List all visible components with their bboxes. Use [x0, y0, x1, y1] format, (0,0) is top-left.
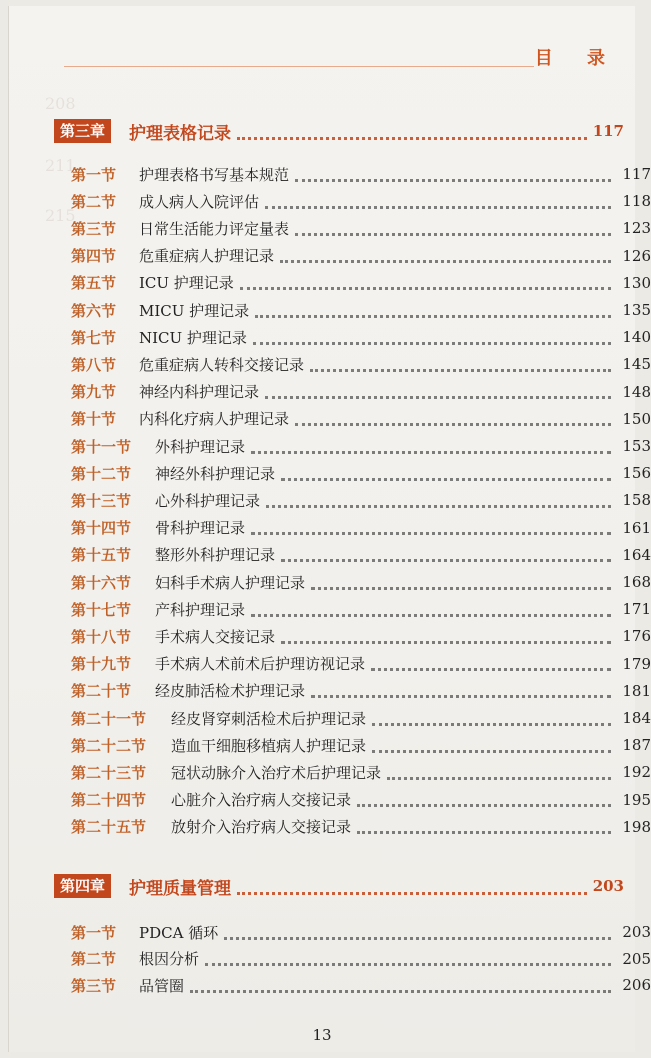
toc-entry[interactable]	[71, 706, 651, 730]
dot-leader	[190, 978, 611, 993]
section-page-number: 126	[622, 246, 651, 265]
bleed-through-text: 215	[45, 206, 76, 225]
section-title: 整形外科护理记录	[155, 546, 276, 565]
dot-leader	[295, 411, 611, 426]
section-page-number: 118	[622, 192, 651, 211]
section-label: 第十四节	[71, 519, 132, 538]
toc-entry[interactable]	[71, 570, 651, 594]
dot-leader	[237, 123, 587, 140]
section-label: 第六节	[71, 301, 117, 320]
section-title: 心外科护理记录	[155, 491, 261, 510]
toc-entry[interactable]	[71, 298, 651, 322]
toc-entry[interactable]	[71, 597, 651, 621]
chapter-label: 第三章	[54, 119, 111, 143]
dot-leader	[295, 221, 611, 236]
section-title: 骨科护理记录	[155, 519, 246, 538]
dot-leader	[310, 357, 611, 372]
section-title: 手术病人交接记录	[155, 627, 276, 646]
toc-entry[interactable]	[71, 461, 651, 485]
section-page-number: 176	[622, 627, 651, 646]
chapter-heading[interactable]	[54, 873, 624, 899]
dot-leader	[251, 520, 611, 535]
dot-leader	[311, 683, 611, 698]
dot-leader	[281, 629, 611, 644]
section-page-number: 184	[622, 709, 651, 727]
section-label: 第十八节	[71, 627, 132, 646]
section-label: 第一节	[71, 165, 117, 184]
section-page-number: 164	[622, 545, 651, 564]
dot-leader	[280, 248, 611, 263]
toc-entry[interactable]	[71, 973, 651, 997]
dot-leader	[372, 738, 611, 753]
toc-entry[interactable]	[71, 488, 651, 512]
toc-entry[interactable]	[71, 815, 651, 839]
section-page-number: 140	[622, 328, 651, 347]
section-label: 第五节	[71, 274, 117, 293]
section-title: 神经内科护理记录	[139, 383, 260, 402]
dot-leader	[240, 275, 611, 290]
toc-entry[interactable]	[71, 271, 651, 295]
section-title: 产科护理记录	[155, 600, 246, 619]
section-page-number: 181	[622, 681, 651, 700]
section-page-number: 123	[622, 219, 651, 238]
toc-entry[interactable]	[71, 733, 651, 757]
section-title: 内科化疗病人护理记录	[139, 410, 290, 429]
dot-leader	[357, 819, 611, 834]
section-title: 心脏介入治疗病人交接记录	[171, 791, 352, 810]
dot-leader	[372, 711, 611, 726]
section-title: 危重症病人护理记录	[139, 247, 275, 266]
toc-entry[interactable]	[71, 380, 651, 404]
section-title: PDCA 循环	[139, 923, 219, 942]
section-page-number: 153	[622, 437, 651, 455]
section-title: 日常生活能力评定量表	[139, 219, 290, 238]
dot-leader	[251, 602, 611, 617]
toc-entry[interactable]	[71, 407, 651, 431]
dot-leader	[265, 384, 611, 399]
chapter-title: 护理表格记录	[129, 123, 232, 144]
section-label: 第三节	[71, 219, 117, 238]
section-page-number: 130	[622, 273, 651, 292]
section-title: 神经外科护理记录	[155, 464, 276, 483]
toc-entry[interactable]	[71, 244, 651, 268]
section-page-number: 203	[622, 923, 651, 941]
section-title: 护理表格书写基本规范	[139, 165, 290, 184]
toc-entry[interactable]	[71, 516, 651, 540]
chapter-label: 第四章	[54, 874, 111, 898]
section-page-number: 195	[622, 790, 651, 809]
section-title: 经皮肾穿刺活检术后护理记录	[171, 709, 367, 728]
dot-leader	[281, 547, 611, 562]
dot-leader	[266, 493, 611, 508]
toc-entry[interactable]	[71, 652, 651, 676]
chapter-title: 护理质量管理	[129, 878, 232, 899]
section-page-number: 161	[622, 518, 651, 537]
toc-entry[interactable]	[71, 920, 651, 944]
section-label: 第三节	[71, 976, 117, 995]
toc-entry[interactable]	[71, 679, 651, 703]
dot-leader	[224, 925, 611, 940]
section-title: 放射介入治疗病人交接记录	[171, 818, 352, 837]
section-label: 第十七节	[71, 600, 132, 619]
toc-entry[interactable]	[71, 325, 651, 349]
book-page	[8, 6, 651, 1052]
section-page-number: 148	[622, 382, 651, 401]
toc-entry[interactable]	[71, 434, 651, 458]
section-label: 第十节	[71, 410, 117, 429]
toc-entry[interactable]	[71, 216, 651, 240]
section-label: 第二十二节	[71, 736, 147, 755]
header-title: 目 录	[534, 48, 619, 69]
dot-leader	[253, 330, 611, 345]
dot-leader	[205, 951, 611, 966]
toc-entry[interactable]	[71, 543, 651, 567]
section-title: 手术病人术前术后护理访视记录	[155, 655, 366, 674]
header-rule	[64, 66, 534, 67]
section-title: 品管圈	[139, 976, 185, 995]
section-label: 第十二节	[71, 464, 132, 483]
chapter-heading[interactable]	[54, 118, 624, 144]
toc-entry[interactable]	[71, 788, 651, 812]
section-page-number: 187	[622, 736, 651, 755]
section-page-number: 198	[622, 817, 651, 836]
section-title: 冠状动脉介入治疗术后护理记录	[171, 763, 382, 782]
dot-leader	[281, 466, 611, 481]
dot-leader	[371, 656, 611, 671]
section-page-number: 150	[622, 409, 651, 428]
toc-entry[interactable]	[71, 760, 651, 784]
section-label: 第十三节	[71, 491, 132, 510]
section-label: 第十六节	[71, 573, 132, 592]
dot-leader	[255, 303, 611, 318]
section-title: ICU 护理记录	[139, 274, 234, 293]
section-title: 成人病人入院评估	[139, 192, 260, 211]
chapter-page-number: 203	[592, 877, 624, 895]
section-page-number: 192	[622, 763, 651, 782]
section-label: 第十五节	[71, 546, 132, 565]
section-label: 第七节	[71, 328, 117, 347]
toc-entry[interactable]	[71, 352, 651, 376]
section-page-number: 205	[622, 949, 651, 968]
section-title: 外科护理记录	[155, 437, 246, 456]
section-label: 第九节	[71, 383, 117, 402]
section-page-number: 171	[622, 600, 651, 619]
section-title: 危重症病人转科交接记录	[139, 355, 305, 374]
dot-leader	[357, 792, 611, 807]
section-label: 第二十五节	[71, 818, 147, 837]
section-page-number: 206	[622, 976, 651, 994]
section-page-number: 117	[622, 165, 651, 183]
section-page-number: 156	[622, 464, 651, 483]
section-label: 第十一节	[71, 437, 132, 456]
section-label: 第二节	[71, 950, 117, 968]
section-label: 第二十四节	[71, 791, 147, 810]
section-title: MICU 护理记录	[139, 301, 250, 320]
section-title: 根因分析	[139, 950, 200, 968]
dot-leader	[387, 765, 611, 780]
toc-entry[interactable]	[71, 947, 651, 971]
section-page-number: 145	[622, 355, 651, 374]
bleed-through-text: 211	[45, 156, 76, 175]
section-label: 第二节	[71, 192, 117, 211]
section-label: 第二十三节	[71, 763, 147, 782]
section-label: 第一节	[71, 923, 117, 942]
section-label: 第二十节	[71, 682, 132, 701]
page-number: 13	[312, 1026, 332, 1044]
chapter-page-number: 117	[592, 122, 624, 140]
section-label: 第四节	[71, 247, 117, 266]
dot-leader	[237, 878, 587, 895]
section-title: 经皮肺活检术护理记录	[155, 682, 306, 701]
toc-entry[interactable]	[71, 189, 651, 213]
dot-leader	[265, 194, 611, 209]
dot-leader	[251, 439, 611, 454]
section-page-number: 135	[622, 301, 651, 319]
section-label: 第十九节	[71, 655, 132, 674]
dot-leader	[311, 575, 611, 590]
section-title: NICU 护理记录	[139, 328, 247, 347]
section-title: 造血干细胞移植病人护理记录	[171, 736, 367, 755]
section-label: 第二十一节	[71, 709, 147, 728]
toc-entry[interactable]	[71, 162, 651, 186]
section-label: 第八节	[71, 355, 117, 374]
bleed-through-text: 208	[45, 94, 76, 113]
dot-leader	[295, 167, 611, 182]
section-page-number: 179	[622, 654, 651, 673]
section-page-number: 158	[622, 491, 651, 510]
toc-entry[interactable]	[71, 624, 651, 648]
section-title: 妇科手术病人护理记录	[155, 573, 306, 592]
section-page-number: 168	[622, 573, 651, 591]
